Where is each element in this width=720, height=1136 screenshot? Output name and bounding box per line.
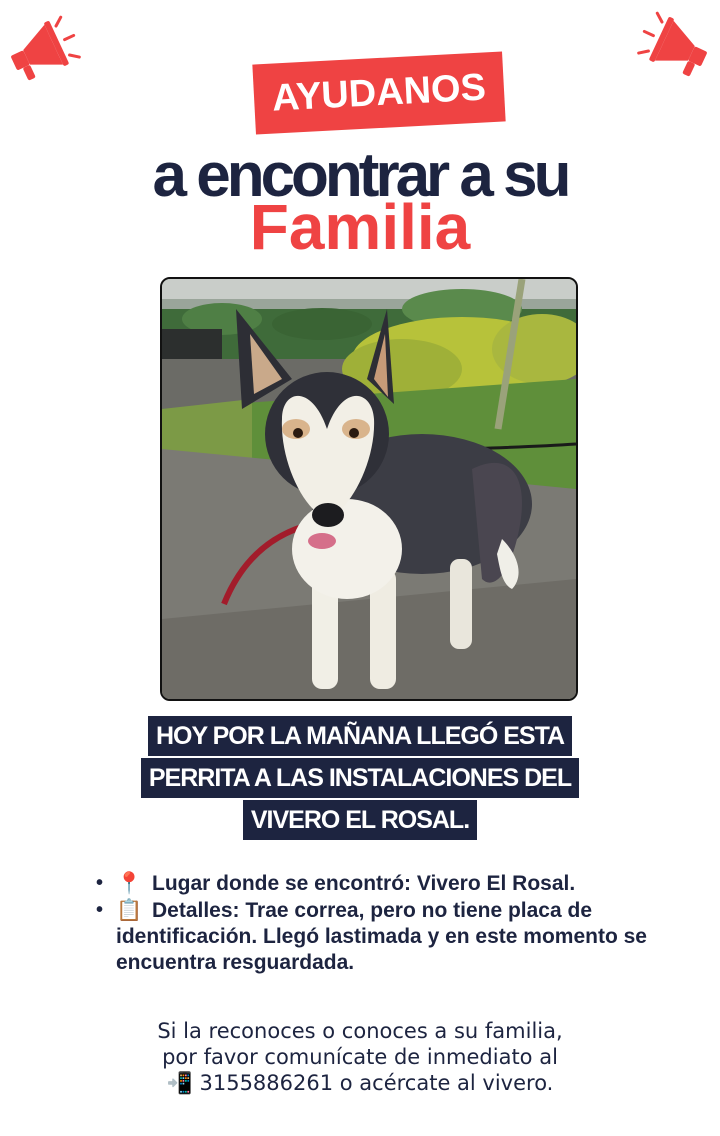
location-text: Lugar donde se encontró: Vivero El Rosal.	[152, 872, 576, 895]
arrival-notice	[0, 716, 720, 842]
notice-line: VIVERO EL ROSAL.	[243, 800, 477, 840]
megaphone-icon	[636, 4, 716, 84]
list-item	[96, 870, 654, 897]
bullet: •	[96, 872, 104, 894]
details-list	[94, 870, 654, 976]
round-pushpin-icon: 📍	[116, 871, 143, 895]
notice-line: PERRITA A LAS INSTALACIONES DEL	[141, 758, 579, 798]
bullet: •	[96, 899, 104, 921]
notice-line: HOY POR LA MAÑANA LLEGÓ ESTA	[148, 716, 572, 756]
help-badge	[252, 52, 505, 135]
photo-dog	[160, 277, 578, 701]
details-text: Detalles: Trae correa, pero no tiene placa de identificación. Llegó lastimada y en este momento se encuentra resguardada.	[116, 899, 647, 974]
headline-line1: a encontrar a su	[152, 141, 568, 210]
mobile-phone-arrow-icon: 📲	[166, 1071, 193, 1095]
contact-line: Si la reconoces o conoces a su familia,	[157, 1019, 563, 1043]
contact-line: por favor comunícate de inmediato al	[162, 1045, 558, 1069]
phone-text[interactable]: 3155886261 o acércate al vivero.	[199, 1071, 554, 1095]
headline-family: Familia	[249, 191, 471, 263]
megaphone-icon	[2, 8, 82, 88]
badge-text: AYUDANOS	[271, 65, 487, 120]
clipboard-icon: 📋	[116, 898, 143, 922]
contact-info	[0, 1018, 720, 1096]
contact-line	[0, 1070, 720, 1096]
list-item	[96, 897, 654, 976]
